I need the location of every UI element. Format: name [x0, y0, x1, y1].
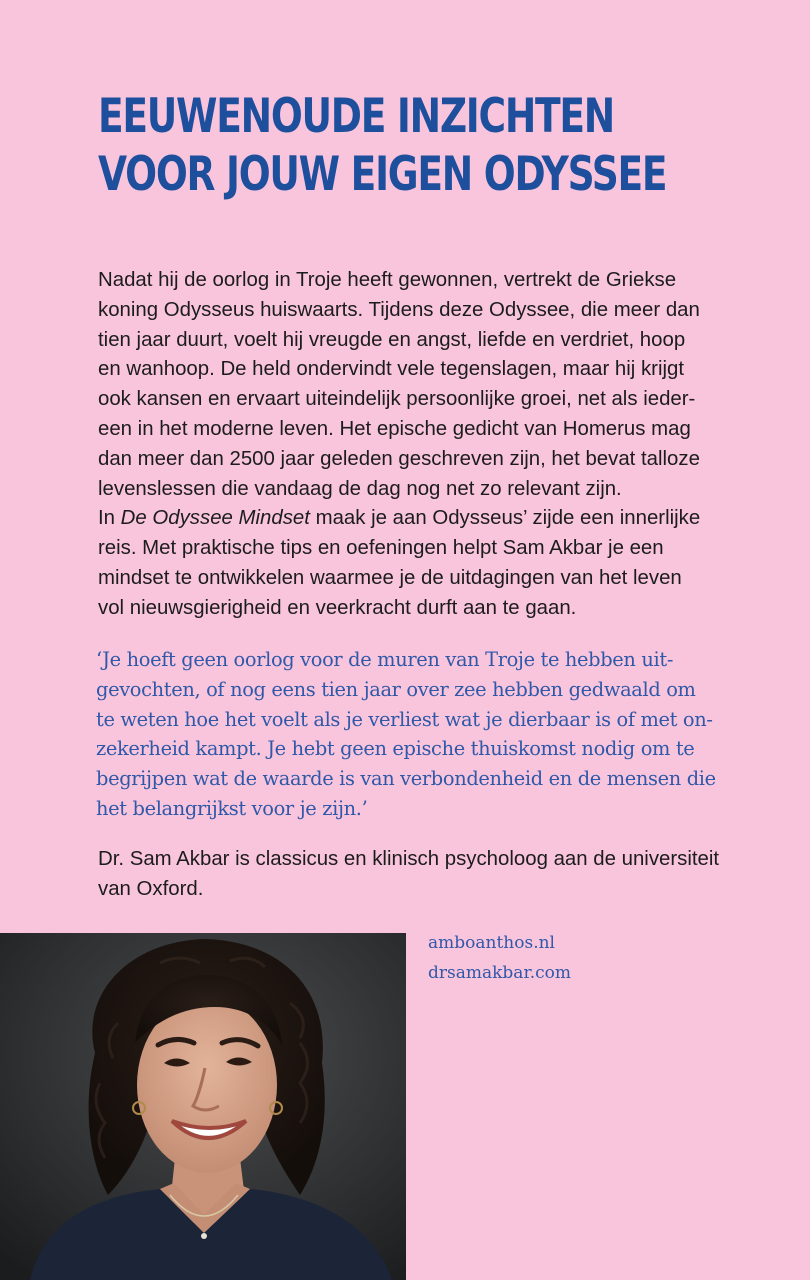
blurb-line: en wanhoop. De held ondervindt vele tegenslagen, maar hij krijgt: [98, 358, 685, 381]
blurb-line: een in het moderne leven. Het epische gedicht van Homerus mag: [98, 417, 691, 440]
blurb-line: tien jaar duurt, voelt hij vreugde en angst, liefde en verdriet, hoop: [98, 328, 686, 351]
quote-line: ‘Je hoeft geen oorlog voor de muren van Troje te hebben uit-: [96, 648, 674, 671]
author-bio: [98, 845, 728, 905]
headline-line-1: EEUWENOUDE INZICHTEN: [98, 89, 614, 144]
blurb-line: levenslessen die vandaag de dag nog net zo relevant zijn.: [98, 477, 622, 500]
blurb-line: ook kansen en ervaart uiteindelijk persoonlijke groei, net als ieder-: [98, 388, 696, 411]
quote-line: het belangrijkst voor je zijn.’: [96, 796, 368, 820]
blurb-text: [98, 266, 718, 624]
bio-line: van Oxford.: [98, 877, 204, 900]
publisher-website-link[interactable]: amboanthos.nl: [428, 933, 555, 953]
quote-line: te weten hoe het voelt als je verliest wat je dierbaar is of met on-: [96, 707, 713, 731]
blurb-line: koning Odysseus huiswaarts. Tijdens deze Odyssee, die meer dan: [98, 298, 700, 321]
pull-quote: [96, 645, 726, 824]
blurb-line: dan meer dan 2500 jaar geleden geschreven zijn, het bevat talloze: [98, 447, 700, 470]
author-photo: [0, 933, 406, 1280]
bio-line: Dr. Sam Akbar is classicus en klinisch psycholoog aan de universiteit: [98, 848, 720, 870]
headline-line-2: VOOR JOUW EIGEN ODYSSEE: [98, 147, 667, 202]
book-title: De Odyssee Mindset: [120, 507, 310, 530]
blurb-line: reis. Met praktische tips en oefeningen helpt Sam Akbar je een: [98, 537, 664, 560]
blurb-line-suffix: maak je aan Odysseus’ zijde een innerlijke: [309, 507, 701, 530]
quote-line: gevochten, of nog eens tien jaar over zee hebben gedwaald om: [96, 677, 696, 701]
blurb-line-with-title: [98, 504, 718, 534]
blurb-line-prefix: In: [98, 507, 121, 530]
blurb-line: Nadat hij de oorlog in Troje heeft gewonnen, vertrekt de Griekse: [98, 269, 677, 291]
quote-line: zekerheid kampt. Je hebt geen epische thuiskomst nodig om te: [96, 737, 695, 761]
links: [428, 928, 571, 988]
headline: [98, 88, 667, 204]
blurb-line: mindset te ontwikkelen waarmee je de uitdagingen van het leven: [98, 566, 682, 589]
author-website-link[interactable]: drsamakbar.com: [428, 963, 571, 983]
quote-line: begrijpen wat de waarde is van verbondenheid en de mensen die: [96, 767, 716, 791]
blurb-line: vol nieuwsgierigheid en veerkracht durft aan te gaan.: [98, 596, 577, 619]
